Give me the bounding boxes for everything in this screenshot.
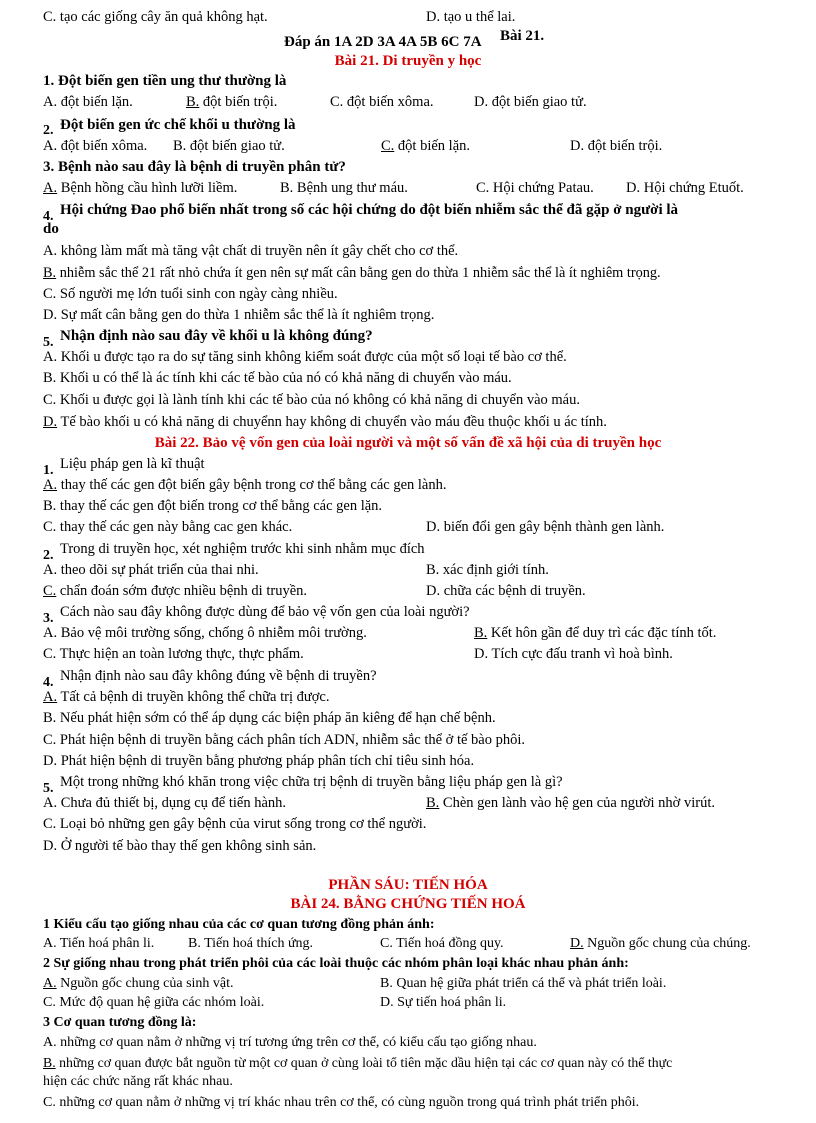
b22-q5-number: 5.	[43, 781, 54, 796]
b21-q2-d: D. đột biến trội.	[570, 138, 663, 154]
b22-q5-d: D. Ở người tế bào thay thế gen không sinh sản.	[43, 838, 317, 854]
b22-q4: Nhận định nào sau đây không đúng về bệnh di truyền?	[60, 668, 377, 684]
b22-q4-a: A. Tất cả bệnh di truyền không thể chữa trị được.	[43, 689, 330, 705]
b21-q2-number: 2.	[43, 123, 54, 138]
b24-q2-c: C. Mức độ quan hệ giữa các nhóm loài.	[43, 995, 265, 1010]
b22-q3-d: D. Tích cực đấu tranh vì hoà bình.	[474, 646, 673, 662]
prev-option-c: C. tạo các giống cây ăn quả không hạt.	[43, 9, 268, 25]
b21-q5-b: B. Khối u có thể là ác tính khi các tế bào của nó có khả năng di chuyển vào máu.	[43, 370, 512, 386]
b22-q5-c: C. Loại bỏ những gen gây bệnh của virut sống trong cơ thể người.	[43, 816, 427, 832]
b22-q5-b: B. Chèn gen lành vào hệ gen của người nhờ virút.	[426, 795, 715, 811]
b21-q4-d: D. Sự mất cân bằng gen do thừa 1 nhiễm sắc thể là ít nghiêm trọng.	[43, 307, 435, 323]
b22-q2-b: B. xác định giới tính.	[426, 562, 549, 578]
b21-q5: Nhận định nào sau đây về khối u là không đúng?	[60, 328, 373, 344]
b21-q1-a: A. đột biến lặn.	[43, 94, 133, 110]
b24-q3: 3 Cơ quan tương đồng là:	[43, 1015, 197, 1030]
b22-q4-d: D. Phát hiện bệnh di truyền bằng phương pháp phân tích chỉ tiêu sinh hóa.	[43, 753, 475, 769]
b22-q1-b: B. thay thế các gen đột biến trong cơ thể bằng các gen lặn.	[43, 498, 383, 514]
b21-q1-d: D. đột biến giao tử.	[474, 94, 587, 110]
section-title-bai-24: BÀI 24. BẰNG CHỨNG TIẾN HOÁ	[290, 896, 526, 912]
b21-q5-number: 5.	[43, 335, 54, 350]
b21-q4-a: A. không làm mất mà tăng vật chất di truyền nên ít gây chết cho cơ thể.	[43, 243, 459, 259]
b22-q1: Liệu pháp gen là kĩ thuật	[60, 456, 205, 472]
b24-q3-c: C. những cơ quan nằm ở những vị trí khác nhau trên cơ thể, có cùng nguồn trong quá trình phát triển phôi.	[43, 1095, 640, 1110]
b22-q5: Một trong những khó khăn trong việc chữa trị bệnh di truyền bằng liệu pháp gen là gì?	[60, 774, 563, 790]
b22-q1-number: 1.	[43, 463, 54, 478]
b21-q5-c: C. Khối u được gọi là lành tính khi các tế bào của nó không có khả năng di chuyển vào máu.	[43, 392, 580, 408]
b24-q1: 1 Kiểu cấu tạo giống nhau của các cơ quan tương đồng phản ánh:	[43, 917, 435, 932]
b24-q1-b: B. Tiến hoá thích ứng.	[188, 936, 314, 951]
b21-q3-a: A. Bệnh hồng cầu hình lưỡi liềm.	[43, 180, 238, 196]
b21-q2-b: B. đột biến giao tử.	[173, 138, 285, 154]
b22-q2-number: 2.	[43, 548, 54, 563]
b24-q2-b: B. Quan hệ giữa phát triển cá thể và phát triển loài.	[380, 976, 667, 991]
b21-q1-b: B. đột biến trội.	[186, 94, 278, 110]
b24-q2-d: D. Sự tiến hoá phân li.	[380, 995, 507, 1010]
b22-q3-b: B. Kết hôn gần để duy trì các đặc tính tốt.	[474, 625, 717, 641]
b21-q4-b: B. nhiễm sắc thể 21 rất nhỏ chứa ít gen nên sự mất cân bằng gen do thừa 1 nhiễm sắc thể là ít nghiêm trọng.	[43, 265, 661, 281]
b22-q4-b: B. Nếu phát hiện sớm có thể áp dụng các biện pháp ăn kiêng để hạn chế bệnh.	[43, 710, 496, 726]
b21-q1-c: C. đột biến xôma.	[330, 94, 434, 110]
b21-q4-cont: do	[43, 221, 59, 237]
b24-q3-b: B. những cơ quan được bắt nguồn từ một cơ quan ở cùng loài tổ tiên mặc dầu hiện tại các cơ quan này có thể thực	[43, 1055, 673, 1070]
part-six-title: PHẦN SÁU: TIẾN HÓA	[328, 877, 488, 893]
b22-q1-a: A. thay thế các gen đột biến gây bệnh trong cơ thể bằng các gen lành.	[43, 477, 447, 493]
b24-q2-a: A. Nguồn gốc chung của sinh vật.	[43, 976, 234, 991]
b22-q3: Cách nào sau đây không được dùng để bảo vệ vốn gen của loài người?	[60, 604, 470, 620]
prev-option-d: D. tạo u thể lai.	[426, 9, 516, 25]
b22-q2: Trong di truyền học, xét nghiệm trước khi sinh nhằm mục đích	[60, 541, 425, 557]
b22-q5-a: A. Chưa đủ thiết bị, dụng cụ để tiến hành.	[43, 795, 287, 811]
b22-q2-a: A. theo dõi sự phát triển của thai nhi.	[43, 562, 259, 578]
b22-q2-d: D. chữa các bệnh di truyền.	[426, 583, 586, 599]
b24-q3-b-cont: hiện các chức năng rất khác nhau.	[43, 1074, 233, 1089]
section-title-bai-21: Bài 21. Di truyền y học	[334, 53, 482, 69]
b22-q4-number: 4.	[43, 675, 54, 690]
b24-q1-a: A. Tiến hoá phân li.	[43, 936, 155, 951]
b22-q3-c: C. Thực hiện an toàn lương thực, thực phẩm.	[43, 646, 304, 662]
b21-q5-d: D. Tế bào khối u có khả năng di chuyểnn hay không di chuyển vào máu đều thuộc khối u ác tính.	[43, 414, 607, 430]
b24-q2: 2 Sự giống nhau trong phát triển phôi của các loài thuộc các nhóm phân loại khác nhau phản ánh:	[43, 956, 629, 971]
b22-q3-number: 3.	[43, 611, 54, 626]
answer-key: Đáp án 1A 2D 3A 4A 5B 6C 7A	[284, 34, 482, 50]
b22-q1-d: D. biến đổi gen gây bệnh thành gen lành.	[426, 519, 665, 535]
b21-q1: 1. Đột biến gen tiền ung thư thường là	[43, 73, 287, 89]
b21-q3-b: B. Bệnh ung thư máu.	[280, 180, 408, 196]
b24-q1-c: C. Tiến hoá đồng quy.	[380, 936, 504, 951]
b21-q4-number: 4.	[43, 209, 54, 224]
b21-q5-a: A. Khối u được tạo ra do sự tăng sinh không kiểm soát được của một số loại tế bào cơ thể.	[43, 349, 567, 365]
b24-q1-d: D. Nguồn gốc chung của chúng.	[570, 936, 751, 951]
b21-q2-c: C. đột biến lặn.	[381, 138, 471, 154]
b21-q3-c: C. Hội chứng Patau.	[476, 180, 594, 196]
section-title-bai-22: Bài 22. Bảo vệ vốn gen của loài người và một số vấn đề xã hội của di truyền học	[154, 435, 662, 451]
b22-q2-c: C. chẩn đoán sớm được nhiều bệnh di truyền.	[43, 583, 308, 599]
b22-q1-c: C. thay thế các gen này bằng cac gen khác.	[43, 519, 293, 535]
b24-q3-a: A. những cơ quan nằm ở những vị trí tương ứng trên cơ thể, có kiểu cấu tạo giống nhau.	[43, 1035, 537, 1050]
b21-q4-c: C. Số người mẹ lớn tuổi sinh con ngày càng nhiều.	[43, 286, 338, 302]
b21-q2: Đột biến gen ức chế khối u thường là	[60, 117, 296, 133]
b21-q2-a: A. đột biến xôma.	[43, 138, 148, 154]
b21-q3-d: D. Hội chứng Etuốt.	[626, 180, 744, 196]
b22-q3-a: A. Bảo vệ môi trường sống, chống ô nhiễm môi trường.	[43, 625, 367, 641]
b21-q4: Hội chứng Đao phổ biến nhất trong số các hội chứng do đột biến nhiễm sắc thể đã gặp ở người là	[60, 202, 679, 218]
answer-key-suffix: Bài 21.	[500, 28, 545, 44]
b21-q3: 3. Bệnh nào sau đây là bệnh di truyền phân tử?	[43, 159, 346, 175]
b22-q4-c: C. Phát hiện bệnh di truyền bằng cách phân tích ADN, nhiễm sắc thể ở tế bào phôi.	[43, 732, 526, 748]
